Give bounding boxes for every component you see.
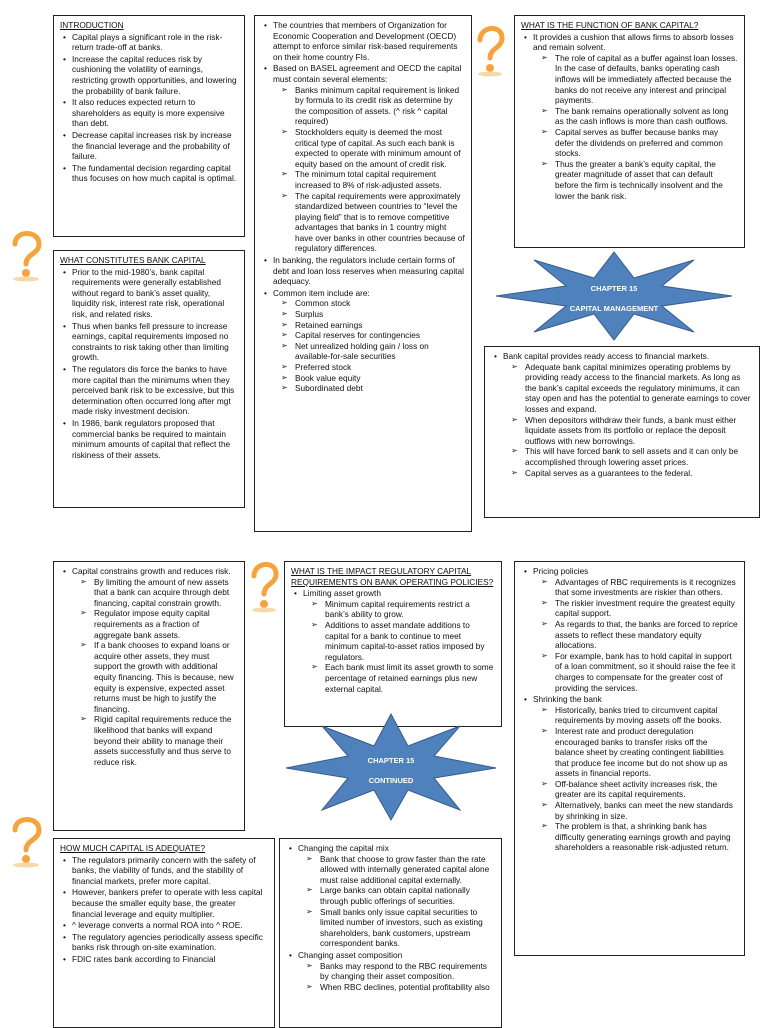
sub-item: ➢ Adequate bank capital minimizes operating problems by providing ready access to the financial markets. As long as the bank’s capital exceeds the regulatory minimums, it can stay open and has the potential to generate earnings to cover losses and expand. (525, 362, 753, 415)
list-item: • Decrease capital increases risk by increase the financial leverage and the probability of failure. (72, 130, 238, 162)
star-line-2: CAPITAL MANAGEMENT (569, 304, 659, 313)
list-item-text: Bank capital provides ready access to financial markets. (503, 351, 710, 361)
constitutes-heading: WHAT CONSTITUTES BANK CAPITAL (60, 255, 206, 265)
adequate-box (53, 838, 275, 1028)
list-item: • The regulators primarily concern with the safety of banks, the viability of funds, and the stability of financial markets, prefer more capital. (72, 855, 268, 887)
list-item (303, 588, 495, 694)
list-item: • Prior to the mid-1980’s, bank capital requirements were generally established without regard to bank’s asset quality, liquidity risk, interest rate risk, operational risk, and related risks. (72, 267, 238, 320)
list-item: • The regulators dis force the banks to have more capital than the minimums when they perceived bank risk to be excessive, but this determination often occurred long after mgt made risky investment decision. (72, 364, 238, 417)
sub-item: ➢ The problem is that, a shrinking bank has difficulty generating earnings growth and paying shareholders a reasonable risk-adjusted return. (555, 821, 738, 853)
sub-item: ➢ For example, bank has to hold capital in support of a loan commitment, so it should raise the fee it charges to compensate for the greater cost of providing the services. (555, 651, 738, 693)
sub-item: ➢ Surplus (295, 309, 465, 320)
list-item-text: Changing the capital mix (298, 843, 389, 853)
introduction-box (53, 15, 245, 237)
list-item-text: Based on BASEL agreement and OECD the capital must contain several elements: (273, 63, 462, 84)
sub-item: ➢ Retained earnings (295, 320, 465, 331)
impact-box (284, 561, 502, 727)
impact-heading: WHAT IS THE IMPACT REGULATORY CAPITAL REQUIREMENTS ON BANK OPERATING POLICIES? (291, 566, 494, 587)
list-item (503, 351, 753, 478)
list-item (533, 32, 738, 202)
introduction-heading: INTRODUCTION (60, 20, 124, 30)
list-item-text: Pricing policies (533, 566, 589, 576)
sub-item: ➢ Capital reserves for contingencies (295, 330, 465, 341)
list-item (298, 843, 495, 949)
sub-item: ➢ Banks may respond to the RBC requirements by changing their asset composition. (320, 961, 495, 982)
access-box (484, 346, 760, 518)
sub-item: ➢ Large banks can obtain capital nationally through public offerings of securities. (320, 885, 495, 906)
sub-item: ➢ Regulator impose equity capital requirements as a fraction of aggregate bank assets. (94, 608, 238, 640)
question-mark-icon (470, 20, 510, 78)
list-item (273, 63, 465, 254)
pricing-box (514, 561, 745, 956)
sub-item: ➢ The capital requirements were approximately standardized between countries to “level the playing field” that is to remove competitive advantages that banks in 1 country might have over banks in other countries because of regulatory differences. (295, 191, 465, 255)
list-item: • In 1986, bank regulators proposed that commercial banks be required to maintain minimum amounts of capital that reflect the riskiness of their assets. (72, 418, 238, 460)
sub-item: ➢ Banks minimum capital requirement is linked by formula to its credit risk as determine by the composition of assets. (^ risk ^ capital required) (295, 85, 465, 127)
sub-item: ➢ If a bank chooses to expand loans or acquire other assets, they must support the growth with additional equity financing. This is because, new equity is expensive, expected asset returns must be high to justify the financing. (94, 640, 238, 714)
list-item: • Increase the capital reduces risk by cushioning the volatility of earnings, restricting growth opportunities, and lowering the probability of bank failure. (72, 54, 238, 96)
list-item: • However, bankers prefer to operate with less capital because the smaller equity base, the greater financial leverage and equity multiplier. (72, 887, 268, 919)
star-line-1: CHAPTER 15 (590, 284, 638, 293)
star-line-2: CONTINUED (368, 776, 414, 785)
sub-item: ➢ Small banks only issue capital securities to limited number of investors, such as existing shareholders, bank customers, upstream correspondent banks. (320, 907, 495, 949)
sub-item: ➢ When RBC declines, potential profitability also (320, 982, 495, 993)
list-item-text: Limiting asset growth (303, 588, 381, 599)
sub-item: ➢ Off-balance sheet activity increases risk, the greater are its capital requirements. (555, 779, 738, 800)
sub-item: ➢ Additions to asset mandate additions to capital for a bank to continue to meet minimum capital-to-asset ratios imposed by regulators. (325, 620, 495, 662)
sub-item: ➢ Subordinated debt (295, 383, 465, 394)
chapter-15-star (494, 250, 734, 342)
sub-item: ➢ The riskier investment require the greatest equity capital support. (555, 598, 738, 619)
sub-item: ➢ Preferred stock (295, 362, 465, 373)
oecd-box (254, 15, 472, 532)
constitutes-box (53, 250, 245, 508)
question-mark-icon (5, 812, 47, 868)
sub-item: ➢ The bank remains operationally solvent as long as the cash inflows is more than cash outflows. (555, 106, 738, 127)
sub-item: ➢ When depositors withdraw their funds, a bank must either liquidate assets from its portfolio or replace the deposit outflows with new borrowings. (525, 415, 753, 447)
question-mark-icon (244, 556, 284, 614)
function-box (514, 15, 745, 248)
sub-item: ➢ Rigid capital requirements reduce the likelihood that banks will expand beyond their ability to manage their assets successfully and thus serve to reduce risk. (94, 714, 238, 767)
sub-item: ➢ Interest rate and product deregulation encouraged banks to transfer risks off the balance sheet by creating contingent liabilities that produce fee income but do not show up as assets in financial reports. (555, 726, 738, 779)
sub-item: ➢ Bank that choose to grow faster than the rate allowed with internally generated capital alone must raise additional capital externally. (320, 854, 495, 886)
list-item: • The fundamental decision regarding capital thus focuses on how much capital is optimal. (72, 163, 238, 184)
capital-mix-box (279, 838, 502, 1028)
sub-item: ➢ Each bank must limit its asset growth to some percentage of retained earnings plus new external capital. (325, 662, 495, 694)
sub-item: ➢ Historically, banks tried to circumvent capital requirements by moving assets off the books. (555, 705, 738, 726)
list-item (533, 566, 738, 693)
sub-item: ➢ This will have forced bank to sell assets and it can only be accomplished through lowering asset prices. (525, 446, 753, 467)
list-item: • The countries that members of Organization for Economic Cooperation and Development (OECD) attempt to enforce similar risk-based requirements on their home country FIs. (273, 20, 465, 62)
constrains-box (53, 561, 245, 831)
list-item (533, 694, 738, 853)
sub-item: ➢ As regards to that, the banks are forced to reprice assets to reflect these mandatory equity allocations. (555, 619, 738, 651)
sub-item: ➢ Common stock (295, 298, 465, 309)
list-item: • ^ leverage converts a normal ROA into ^ ROE. (72, 920, 268, 931)
sub-item: ➢ Minimum capital requirements restrict a bank’s ability to grow. (325, 599, 495, 620)
sub-item: ➢ Book value equity (295, 373, 465, 384)
list-item: • Capital plays a significant role in the risk-return trade-off at banks. (72, 32, 238, 53)
sub-item: ➢ By limiting the amount of new assets that a bank can acquire through debt financing, capital constrain growth. (94, 577, 238, 609)
list-item-text: Shrinking the bank (533, 694, 602, 705)
sub-item: ➢ The role of capital as a buffer against loan losses. In the case of defaults, banks operating cash inflows will be immediately affected because the banks do not receive any interest and principal payments. (555, 53, 738, 106)
star-line-1: CHAPTER 15 (367, 756, 415, 765)
list-item: • Thus when banks fell pressure to increase earnings, capital requirements imposed no constraints to risk taking other than limiting growth. (72, 321, 238, 363)
sub-item: ➢ Alternatively, banks can meet the new standards by shrinking in size. (555, 800, 738, 821)
sub-item: ➢ Net unrealized holding gain / loss on available-for-sale securities (295, 341, 465, 362)
chapter-15-continued-star (284, 712, 498, 822)
sub-item: ➢ Capital serves as buffer because banks may defer the dividends on preferred and common stocks. (555, 127, 738, 159)
list-item (273, 288, 465, 394)
sub-item: ➢ Advantages of RBC requirements is it recognizes that some investments are riskier than others. (555, 577, 738, 598)
list-item: • FDIC rates bank according to Financial (72, 954, 268, 965)
question-mark-icon (5, 226, 47, 282)
list-item: • The regulatory agencies periodically assess specific banks risk through on-site examination. (72, 932, 268, 953)
sub-item: ➢ Thus the greater a bank’s equity capital, the greater magnitude of asset that can default before the firm is technically insolvent and the lower the bank risk. (555, 159, 738, 201)
sub-item: ➢ Capital serves as a guarantees to the federal. (525, 468, 753, 479)
sub-item: ➢ Stockholders equity is deemed the most critical type of capital. As such each bank is expected to operate with minimum amount of equity based on the amount of credit risk. (295, 127, 465, 169)
list-item: • It also reduces expected return to shareholders as equity is more expensive than debt. (72, 97, 238, 129)
list-item-text: It provides a cushion that allows firms to absorb losses and remain solvent. (533, 31, 734, 53)
list-item-text: Common item include are: (273, 287, 370, 298)
list-item (298, 950, 495, 992)
list-item-text: Capital constrains growth and reduces risk. (72, 566, 231, 576)
list-item-text: Changing asset composition (298, 949, 403, 960)
function-heading: WHAT IS THE FUNCTION OF BANK CAPITAL? (521, 20, 699, 30)
list-item: • In banking, the regulators include certain forms of debt and loan loss reserves when measuring capital adequacy. (273, 255, 465, 287)
list-item (72, 566, 238, 767)
sub-item: ➢ The minimum total capital requirement increased to 8% of risk-adjusted assets. (295, 169, 465, 190)
adequate-heading: HOW MUCH CAPITAL IS ADEQUATE? (60, 843, 206, 853)
